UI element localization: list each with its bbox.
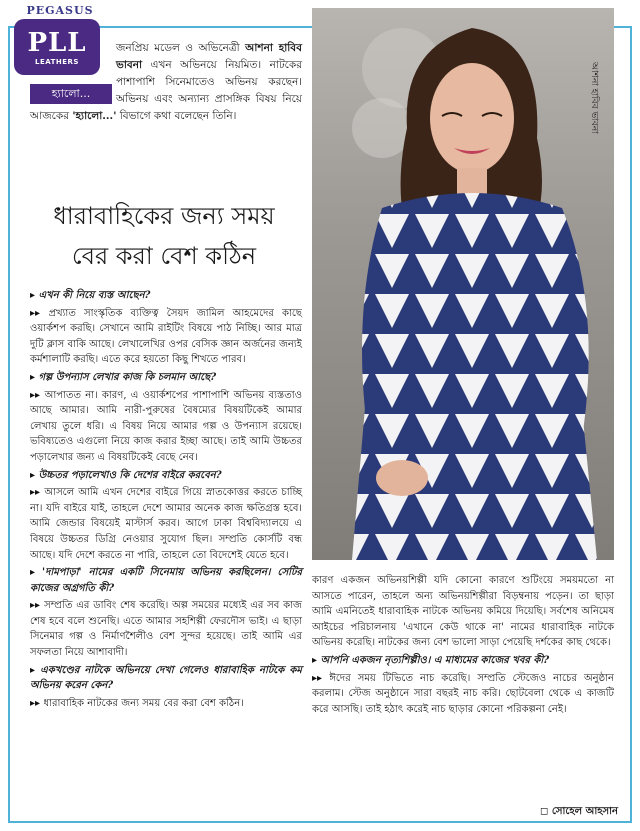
answer-5-start: ▸▸ ধারাবাহিক নাটকের জন্য সময় বের করা বেশ কঠিন। xyxy=(30,697,244,709)
portrait-illustration xyxy=(312,8,614,560)
portrait-photo xyxy=(312,8,614,560)
logo-brand-sub: LEATHERS xyxy=(35,58,79,66)
answer-5-continued: কারণ একজন অভিনয়শিল্পী যদি কোনো কারণে শুটিংয়ে সময়মতো না আসতে পারেন, তাহলে অন্য অভিনয়শিল্পীরা বিড়ম্বনায় পড়েন। তা ছাড়া আমি এমনিতেই ধারাবাহিক নাটকে অভিনয় কমিয়ে দিয়েছি। সর্বশেষ অনিমেষ আইচের পরিচালনায় 'এখানে কেউ থাকে না' নামের ধারাবাহিক নাটকে অভিনয় করেছি। নাটকের জন্য বেশ ভালো সাড়া পেয়েছি দর্শকের কাছ থেকে। xyxy=(312,575,614,649)
answer-3: ▸▸ আসলে আমি এখন দেশের বাইরে গিয়ে স্নাতকোত্তর করতে চাচ্ছি না। যদি বাইরে যাই, তাহলে দেশে আমার অনেক কাজ ক্ষতিগ্রস্ত হবে। আমি জেন্ডার বিষয়েই মাস্টার্স করব। আগে ঢাকা বিশ্ববিদ্যালয়ে এ বিষয়ে উচ্চতর ডিগ্রি নেওয়ার সুযোগ ছিল। সম্প্রতি কোর্সটি বন্ধ আছে। যদি দেশে করতে না পারি, তাহলে তো বিদেশেই যেতে হবে। xyxy=(30,487,302,561)
headline xyxy=(24,196,304,276)
answer-2: ▸▸ আপাতত না। কারণ, এ ওয়ার্কশপের পাশাপাশি অভিনয় ব্যস্ততাও আছে আমার। আমি নারী-পুরুষের বৈষম্যের বিষয়টিকেই আমার লেখায় তুলে ধরি। এ বিষয় নিয়ে আমার গল্প ও উপন্যাস রয়েছে। ভবিষ্যতেও এগুলো নিয়ে কাজ করার ইচ্ছা আছে। তাই আমি উচ্চতর পড়ালেখার জন্য এ বিষয়টিকেই বেছে নেব। xyxy=(30,389,302,463)
logo-brand-top: PEGASUS xyxy=(26,4,94,17)
section-name: 'হ্যালো...' xyxy=(72,110,117,122)
question-4: ▸ 'দামপাড়া' নামের একটি সিনেমায় অভিনয় করছিলেন। সেটির কাজের অগ্রগতি কী? xyxy=(30,567,302,594)
answer-4: ▸▸ সম্প্রতি এর ডাবিং শেষ করেছি। অল্প সময়ের মধ্যেই এর সব কাজ শেষ হবে বলে শুনেছি। এতে আমার সহশিল্পী ফেরদৌস ভাই। এ ছাড়া সিনেমার গল্প ও নির্মাণশৈলীও বেশ সুন্দর হয়েছে। তাই আমি এর সফলতা নিয়ে আশাবাদী। xyxy=(30,600,302,659)
question-2: ▸ গল্প উপন্যাস লেখার কাজ কি চলমান আছে? xyxy=(30,371,217,383)
intro-paragraph: জনপ্রিয় মডেল ও অভিনেত্রী আশনা হাবিব ভাবনা এখন অভিনয়ে নিয়মিত। নাটকের পাশাপাশি সিনেমাতেও অভিনয় করছেন। অভিনয় এবং অন্যান্য প্রাসঙ্গিক বিষয় নিয়ে আজকের 'হ্যালো...' বিভাগে কথা বলেছেন তিনি। xyxy=(30,42,302,122)
subject-name: আশনা হাবিব ভাবনা xyxy=(116,42,302,71)
section-tag: হ্যালো... xyxy=(30,84,112,104)
headline-line-2: বের করা বেশ কঠিন xyxy=(71,242,257,270)
byline: ◻ সোহেল আহসান xyxy=(540,806,618,817)
logo-brand-mark: PLL xyxy=(27,28,87,58)
headline-line-1: ধারাবাহিকের জন্য সময় xyxy=(53,202,275,230)
interview-column-left xyxy=(30,288,302,713)
interview-column-right xyxy=(312,573,614,719)
answer-1: ▸▸ প্রখ্যাত সাংস্কৃতিক ব্যক্তিত্ব সৈয়দ জামিল আহমেদের কাছে ওয়ার্কশপ করছি। সেখানে আমি রাইটিং বিষয়ে পাঠ নিচ্ছি। আর মাত্র দুটি ক্লাস বাকি আছে। লেখালেখির ওপর বেসিক জ্ঞান অর্জনের জন্যই কর্মশালাটি করছি। এতে করে হয়তো কিছু শিখতে পারব। xyxy=(30,307,302,366)
question-3: ▸ উচ্চতর পড়ালেখাও কি দেশের বাইরে করবেন? xyxy=(30,469,222,481)
question-5: ▸ একখণ্ডের নাটকে অভিনয়ে দেখা গেলেও ধারাবাহিক নাটকে কম অভিনয় করেন কেন? xyxy=(30,664,302,692)
question-1: ▸ এখন কী নিয়ে ব্যস্ত আছেন? xyxy=(30,290,151,301)
photo-caption: আশনা হাবিব ভাবনা xyxy=(589,62,599,134)
question-6: ▸ আপনি একজন নৃত্যশিল্পীও। এ মাধ্যমের কাজের খবর কী? xyxy=(312,654,550,666)
answer-6: ▸▸ ঈদের সময় টিভিতে নাচ করেছি। সম্প্রতি স্টেজেও নাচের অনুষ্ঠান করলাম। স্টেজ অনুষ্ঠানে সারা বছরই নাচ করি। ছোটবেলা থেকে এ কাজটি করে আসছি। তাই হঠাৎ করেই নাচ ছাড়ার কোনো পরিকল্পনা নেই। xyxy=(312,672,614,715)
